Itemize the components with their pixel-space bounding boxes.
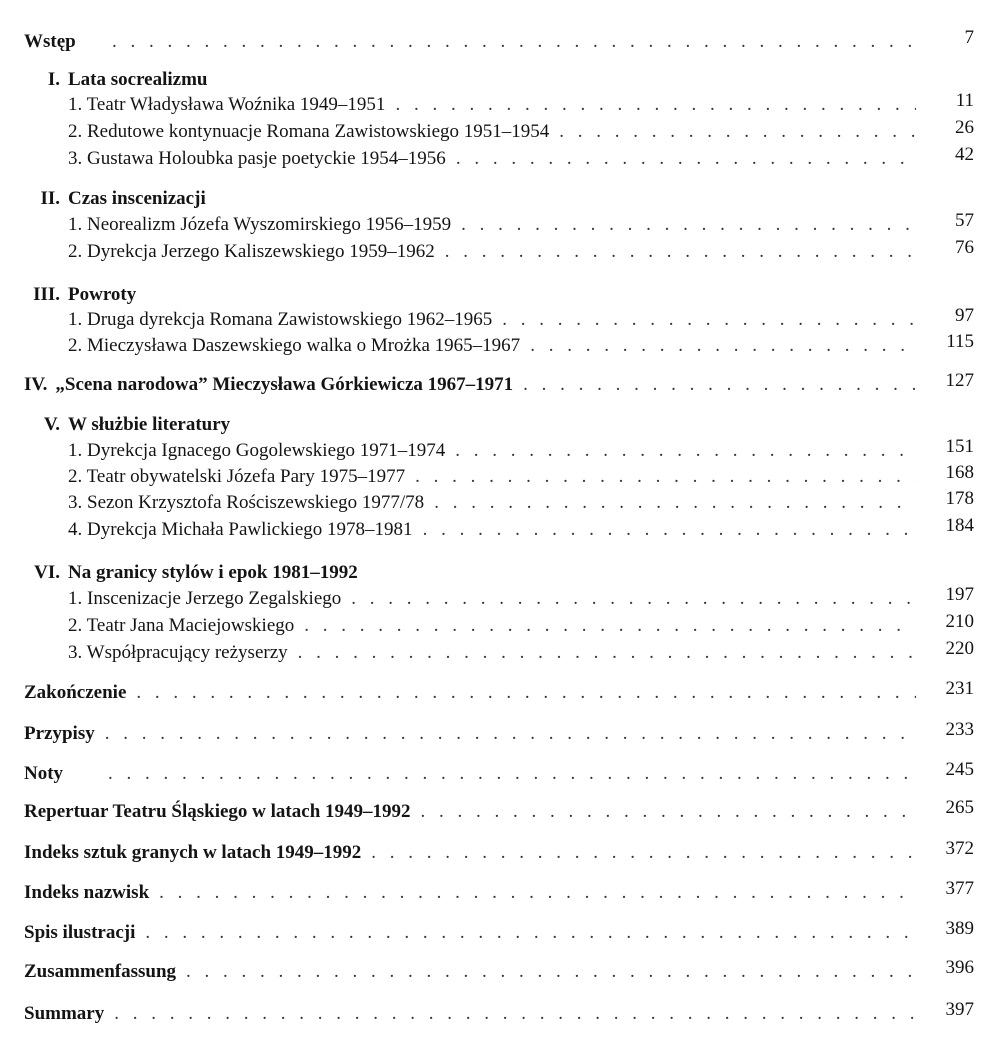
toc-entry-1-2[interactable] — [68, 117, 974, 144]
toc-entry-1-3[interactable] — [68, 144, 974, 171]
dot-leader — [455, 439, 916, 463]
toc-section-heading-6 — [24, 561, 974, 585]
dot-leader — [530, 334, 916, 358]
toc-page-number: 220 — [945, 638, 974, 659]
section-number: VI. — [34, 562, 60, 583]
section-title: Lata socrealizmu — [68, 69, 208, 90]
toc-page-number: 115 — [946, 331, 974, 352]
toc-entry-spis-ilustracji[interactable] — [24, 918, 974, 945]
toc-entry-title: Noty — [24, 763, 64, 784]
toc-entry-summary[interactable] — [24, 999, 974, 1026]
toc-entry-title: Zakończenie — [24, 682, 127, 703]
toc-entry-title: 1. Inscenizacje Jerzego Zegalskiego — [68, 588, 342, 609]
toc-page-number: 377 — [945, 878, 974, 899]
toc-section-heading-2 — [24, 187, 974, 211]
toc-entry-title: 3. Sezon Krzysztofa Rościszewskiego 1977/78 — [68, 492, 425, 513]
toc-section-heading-3 — [24, 283, 974, 307]
toc-page-number: 26 — [955, 117, 974, 138]
toc-entry-indeks-sztuk[interactable] — [24, 838, 974, 865]
section-title: Czas inscenizacji — [68, 188, 206, 209]
section-number: V. — [43, 414, 60, 435]
section-title: W służbie literatury — [68, 414, 231, 435]
toc-entry-5-1[interactable] — [68, 436, 974, 463]
toc-entry-6-2[interactable] — [68, 611, 974, 638]
toc-page-number: 127 — [945, 370, 974, 391]
toc-page-number: 97 — [955, 305, 974, 326]
toc-page-number: 197 — [945, 584, 974, 605]
toc-entry-5-3[interactable] — [68, 488, 974, 515]
toc-entry-6-1[interactable] — [68, 584, 974, 611]
toc-entry-2-2[interactable] — [68, 237, 974, 264]
toc-page-number: 245 — [945, 759, 974, 780]
toc-page-number: 168 — [945, 462, 974, 483]
toc-entry-indeks-nazwisk[interactable] — [24, 878, 974, 905]
dot-leader — [445, 240, 916, 264]
toc-page-number: 151 — [945, 436, 974, 457]
toc-entry-title: Indeks nazwisk — [24, 882, 150, 903]
toc-page-number: 178 — [945, 488, 974, 509]
toc-page-number: 372 — [945, 838, 974, 859]
toc-entry-zakonczenie[interactable] — [24, 678, 974, 705]
toc-entry-5-4[interactable] — [68, 515, 974, 542]
dot-leader — [395, 93, 916, 117]
dot-leader — [559, 120, 916, 144]
toc-entry-4[interactable] — [24, 370, 974, 397]
toc-page-number: 389 — [945, 918, 974, 939]
toc-page-number: 42 — [955, 144, 974, 165]
toc-entry-title: 1. Neorealizm Józefa Wyszomirskiego 1956–1959 — [68, 214, 452, 235]
toc-page-number: 57 — [955, 210, 974, 231]
toc-entry-title: 1. Dyrekcja Ignacego Gogolewskiego 1971–1974 — [68, 440, 446, 461]
dot-leader — [421, 800, 916, 824]
dot-leader — [108, 762, 916, 786]
toc-entry-title: 2. Mieczysława Daszewskiego walka o Mrożka 1965–1967 — [68, 335, 521, 356]
section-number: II. — [40, 188, 60, 209]
toc-entry-6-3[interactable] — [68, 638, 974, 665]
dot-leader — [456, 147, 916, 171]
toc-entry-2-1[interactable] — [68, 210, 974, 237]
toc-page-number: 184 — [945, 515, 974, 536]
toc-entry-title: 2. Dyrekcja Jerzego Kaliszewskiego 1959–1962 — [68, 241, 435, 262]
toc-entry-3-1[interactable] — [68, 305, 974, 332]
toc-entry-wstep[interactable] — [24, 27, 974, 54]
toc-entry-repertuar[interactable] — [24, 797, 974, 824]
dot-leader — [304, 614, 916, 638]
section-number: I. — [47, 69, 60, 90]
toc-page-number: 233 — [945, 719, 974, 740]
toc-entry-title: 2. Teatr Jana Maciejowskiego — [68, 615, 295, 636]
section-number: IV. — [24, 374, 48, 395]
toc-entry-title: Summary — [24, 1003, 105, 1024]
dot-leader — [114, 1002, 916, 1026]
toc-entry-1-1[interactable] — [68, 90, 974, 117]
toc-page-number: 7 — [964, 27, 974, 48]
toc-entry-title: 1. Druga dyrekcja Romana Zawistowskiego 1962–1965 — [68, 309, 493, 330]
toc-entry-title: Zusammenfassung — [24, 961, 177, 982]
toc-entry-przypisy[interactable] — [24, 719, 974, 746]
dot-leader — [502, 308, 916, 332]
dot-leader — [415, 465, 916, 489]
dot-leader — [351, 587, 916, 611]
toc-entry-5-2[interactable] — [68, 462, 974, 489]
toc-section-heading-1 — [24, 68, 974, 92]
toc-entry-zusammenfassung[interactable] — [24, 957, 974, 984]
toc-section-heading-5 — [24, 413, 974, 437]
dot-leader — [461, 213, 916, 237]
dot-leader — [136, 681, 916, 705]
dot-leader — [159, 881, 916, 905]
toc-page-number: 265 — [945, 797, 974, 818]
toc-entry-title: Indeks sztuk granych w latach 1949–1992 — [24, 842, 362, 863]
toc-page-number: 231 — [945, 678, 974, 699]
section-title: Na granicy stylów i epok 1981–1992 — [68, 562, 358, 583]
dot-leader — [371, 841, 916, 865]
dot-leader — [434, 491, 916, 515]
dot-leader — [145, 921, 916, 945]
toc-entry-title: 4. Dyrekcja Michała Pawlickiego 1978–1981 — [68, 519, 413, 540]
toc-entry-title: Repertuar Teatru Śląskiego w latach 1949–1992 — [24, 801, 411, 822]
toc-entry-3-2[interactable] — [68, 331, 974, 358]
toc-entry-title: Przypisy — [24, 723, 95, 744]
dot-leader — [112, 30, 916, 54]
section-title: „Scena narodowa” Mieczysława Górkiewicza 1967–1971 — [55, 374, 514, 395]
dot-leader — [423, 518, 916, 542]
toc-entry-title: 2. Redutowe kontynuacje Romana Zawistowskiego 1951–1954 — [68, 121, 550, 142]
toc-entry-title: Spis ilustracji — [24, 922, 136, 943]
toc-page-number: 397 — [945, 999, 974, 1020]
toc-entry-title: 1. Teatr Władysława Woźnika 1949–1951 — [68, 94, 386, 115]
toc-entry-title: 3. Współpracujący reżyserzy — [68, 642, 288, 663]
toc-entry-title: 3. Gustawa Holoubka pasje poetyckie 1954–1956 — [68, 148, 446, 169]
toc-page-number: 396 — [945, 957, 974, 978]
section-number: III. — [33, 284, 60, 305]
toc-entry-title: Wstęp — [24, 31, 76, 52]
dot-leader — [298, 641, 916, 665]
toc-page-number: 210 — [945, 611, 974, 632]
toc-page-number: 11 — [955, 90, 974, 111]
toc-entry-title: 2. Teatr obywatelski Józefa Pary 1975–1977 — [68, 466, 406, 487]
dot-leader — [186, 960, 916, 984]
toc-page-number: 76 — [955, 237, 974, 258]
dot-leader — [523, 373, 916, 397]
toc-entry-noty[interactable] — [24, 759, 974, 786]
section-title: Powroty — [68, 284, 137, 305]
dot-leader — [105, 722, 916, 746]
